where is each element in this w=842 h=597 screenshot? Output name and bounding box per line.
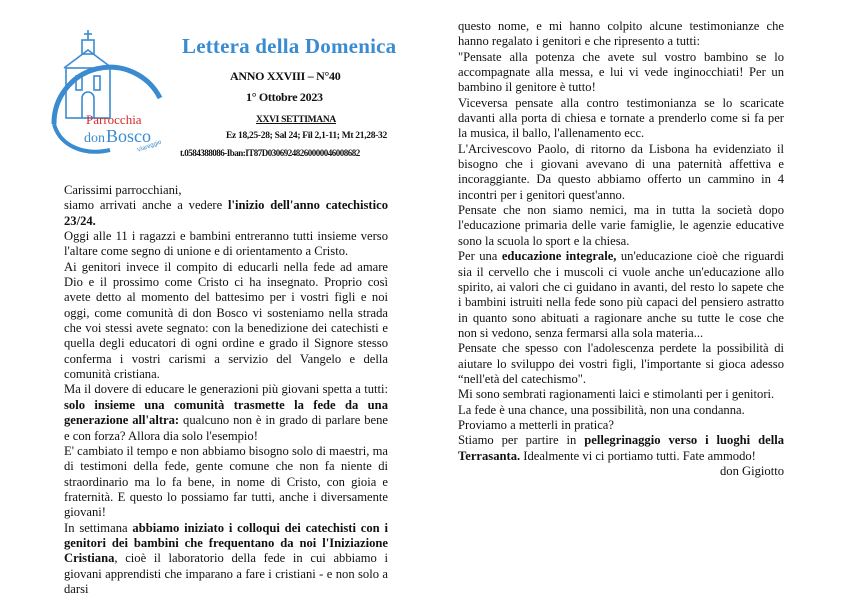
paragraph: Pensate che spesso con l'adolescenza perdete la possibilità di aiutare lo sviluppo dei vostri figli, l'importante si gioca adesso “nell'età del catechismo". <box>458 341 784 386</box>
contact-iban: t.0584388086-Iban:IT87D03069248260000046008682 <box>180 148 360 158</box>
paragraph: questo nome, e mi hanno colpito alcune testimonianze che hanno regalato i genitori e che ripresento a tutti: <box>458 19 784 49</box>
bold-text: solo insieme una comunità trasmette la fede da una generazione all'altra: <box>64 397 388 428</box>
readings: Ez 18,25-28; Sal 24; Fil 2,1-11; Mt 21,28-32 <box>226 131 387 141</box>
paragraph: Oggi alle 11 i ragazzi e bambini entreranno tutti insieme verso l'altare come segno di unione e di orientamento a Cristo. <box>64 229 388 259</box>
paragraph: Mi sono sembrati ragionamenti laici e stimolanti per i genitori. <box>458 387 775 402</box>
logo-don: don <box>84 131 105 146</box>
paragraph: La fede è una chance, una possibilità, non una condanna. <box>458 402 745 417</box>
liturgical-week: XXVI SETTIMANA <box>256 115 336 125</box>
paragraph: E' cambiato il tempo e non abbiamo bisogno solo di maestri, ma di testimoni della fede, gente comune che non fa niente di straordinario ma lo fa bene, in nome di Cristo, con gioia e fraternità. E questo lo possiamo far tutti, anche i diversamente giovani! <box>64 443 388 520</box>
paragraph: Viceversa pensate alla contro testimonianza se lo scaricate davanti alla porta di chiesa e tornate a prenderlo come si fa per la musica, il ballo, l'allenamento ecc. <box>458 95 784 141</box>
issue-date: 1° Ottobre 2023 <box>246 90 323 104</box>
text: Stiamo per partire in <box>458 433 585 448</box>
paragraph <box>64 198 388 229</box>
bold-text: l'inizio dell'anno catechistico 23/24. <box>64 198 388 228</box>
text: , cioè il laboratorio della fede in cui abbiamo i giovani apprendisti che imparano a fare i cristiani - e non solo a darsi <box>64 551 388 596</box>
text: In settimana <box>64 520 133 535</box>
bold-text: educazione integrale, <box>501 249 617 264</box>
paragraph <box>458 433 784 464</box>
text: Ma il dovere di educare le generazioni più giovani spetta a tutti: <box>64 382 388 397</box>
parish-logo <box>46 28 166 160</box>
paragraph: Pensate che non siamo nemici, ma in tutta la società dopo l'educazione primaria delle varie famiglie, le agenzie educative sono la scuola lo sport e la chiesa. <box>458 203 784 248</box>
bold-text: pellegrinaggio verso i luoghi della Terrasanta. <box>458 433 784 463</box>
right-column <box>458 19 784 479</box>
signature: don Gigiotto <box>719 463 784 478</box>
paragraph: Ai genitori invece il compito di educarli nella fede ad amare Dio e il prossimo come Cristo ci ha insegnato. Proprio così avete detto al momento del battesimo per i vostri figli e noi oggi, come comunità di don Bosco vi sosteniamo nella strada che voi stessi avete segnato: con la benedizione dei catechisti e quella degli educatori di ogni ordine e grado il Signore stesso conferma i vostri carismi a servizio del Vangelo e della comunità cristiana. <box>64 259 388 382</box>
bold-text: abbiamo iniziato i colloqui dei catechisti con i genitori dei bambini che frequentano da noi l'Iniziazione Cristiana <box>64 520 388 566</box>
text: Per una <box>458 249 502 264</box>
logo-bosco: Bosco <box>106 126 151 146</box>
logo-city: Viareggio <box>136 139 163 154</box>
paragraph <box>458 249 784 341</box>
paragraph <box>64 382 388 443</box>
letter-title: Lettera della Domenica <box>182 34 397 58</box>
text: Idealmente vi ci portiamo tutti. Fate ammodo! <box>520 448 756 463</box>
paragraph: L'Arcivescovo Paolo, di ritorno da Lisbona ha evidenziato il bisogno che i giovani avevano di una paternità affettiva e incoraggiante. Da questo abbiamo offerto un cammino in 4 incontri per i genitori quest'anno. <box>458 141 784 202</box>
left-column <box>64 183 388 597</box>
paragraph: Proviamo a metterli in pratica? <box>458 417 614 432</box>
paragraph: "Pensate alla potenza che avete sul vostro bambino se lo accompagnate alla messa, e lui vi vede inginocchiati! Per un bambino il genitore è tutto! <box>458 49 784 95</box>
issue-number: ANNO XXVIII – N°40 <box>230 69 341 83</box>
letter-header <box>46 28 406 178</box>
text: qualcuno non è in grado di parlare bene e con forza? Allora dia solo l'esempio! <box>64 413 389 443</box>
text: un'educazione cioè che riguardi sia il cervello che i muscoli ci vuole anche un'educazione allo spirito, ai valori che ci guidano in avanti, del resto lo sapete che i bambini istruiti nella fede sono più capaci del pensiero astratto in quanto sono abituati a ragionare anche su tutte le cose che non si vedono, senza fermarsi alla sola materia... <box>458 249 784 340</box>
logo-parrocchia: Parrocchia <box>86 112 142 127</box>
text: siamo arrivati anche a vedere <box>64 198 229 213</box>
paragraph <box>64 521 388 597</box>
greeting: Carissimi parrocchiani, <box>64 183 182 197</box>
